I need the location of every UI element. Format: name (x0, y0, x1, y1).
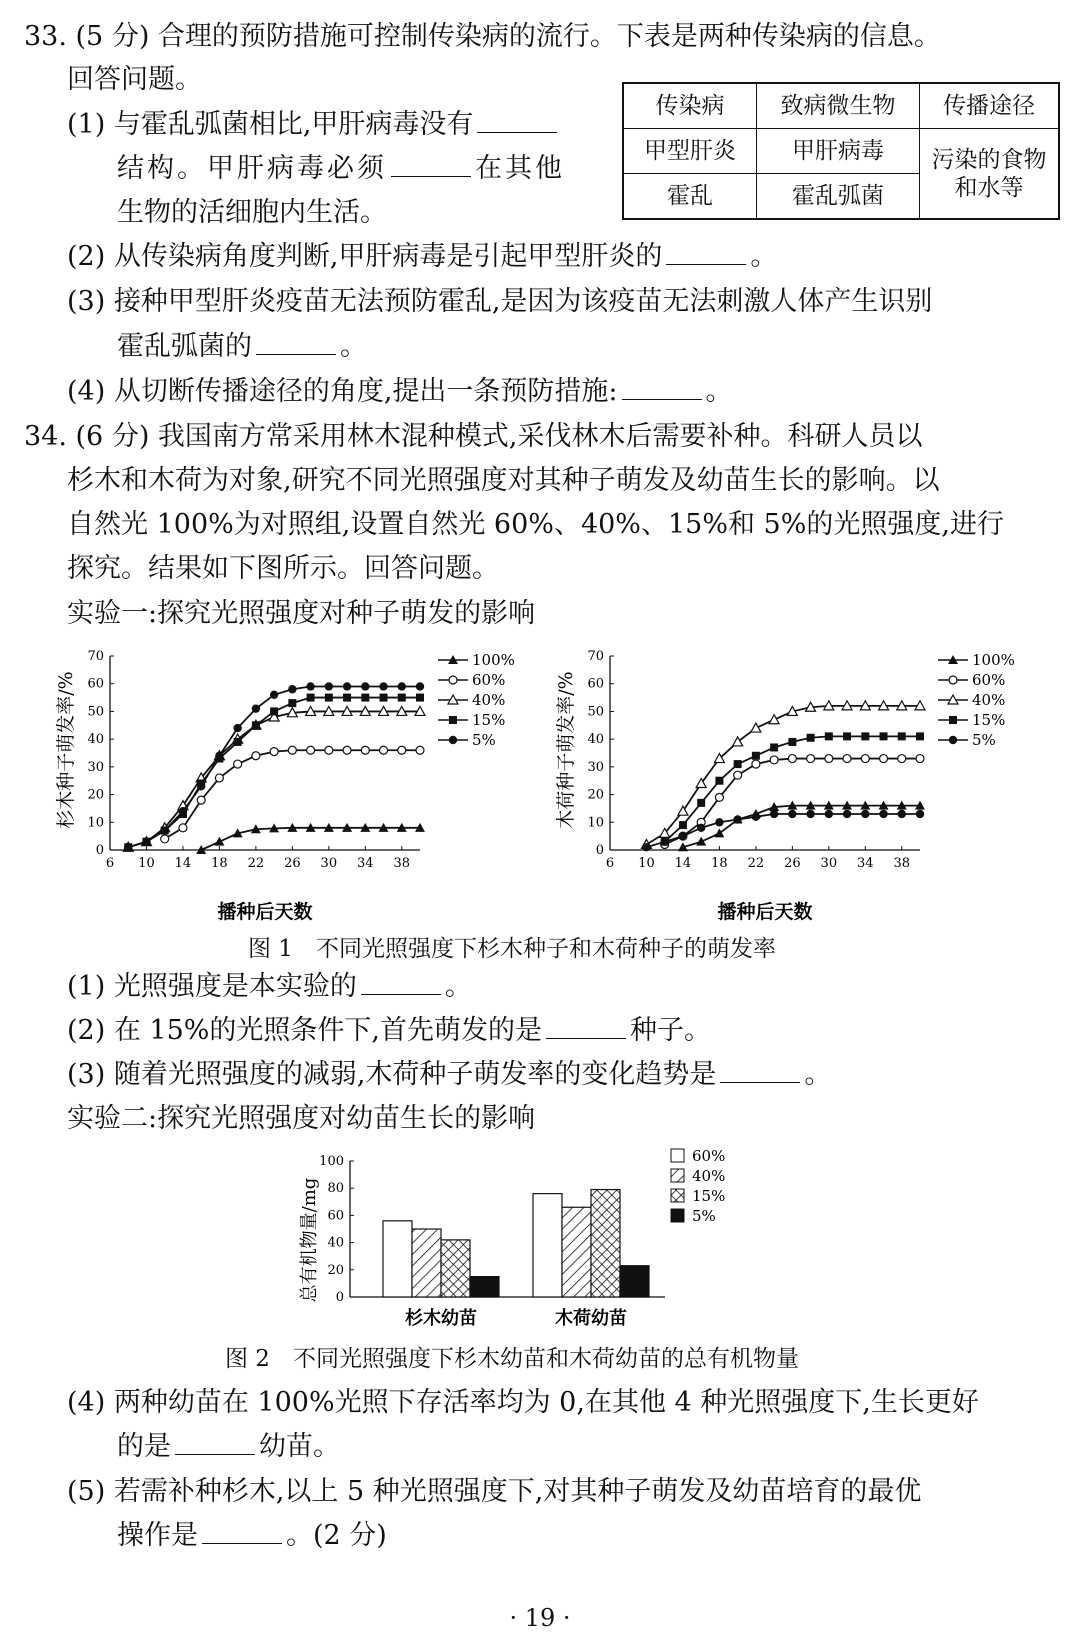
data-point (233, 724, 241, 732)
data-point (825, 732, 833, 740)
data-point (752, 760, 760, 768)
legend-item-60% (671, 1147, 725, 1165)
table-header-disease: 传染病 (623, 83, 756, 129)
y-tick-label: 20 (327, 1262, 344, 1278)
data-point (734, 771, 742, 779)
legend-item-40% (438, 691, 505, 709)
y-tick-label: 20 (87, 787, 104, 803)
data-point (398, 682, 406, 690)
legend-label: 100% (972, 651, 1015, 669)
figure1-caption: 图 1 不同光照强度下杉木种子和木荷种子的萌发率 (248, 936, 776, 962)
category-label: 木荷幼苗 (555, 1308, 627, 1329)
y-tick-label: 50 (87, 704, 104, 720)
data-point (380, 746, 388, 754)
data-point (416, 682, 424, 690)
data-point (379, 682, 387, 690)
answer-blank[interactable] (666, 240, 746, 265)
data-point (715, 793, 723, 801)
answer-blank[interactable] (361, 970, 441, 995)
data-point (288, 699, 296, 707)
data-point (678, 806, 688, 815)
y-tick-label: 40 (327, 1235, 344, 1251)
y-tick-label: 40 (587, 732, 604, 748)
x-tick-label: 26 (284, 856, 301, 871)
category-label: 杉木幼苗 (405, 1308, 477, 1329)
q33-part1-text-b: 结构。甲肝病毒必须 (117, 153, 387, 184)
q34-part5-text-b: 操作是 (117, 1520, 198, 1551)
data-point (343, 746, 351, 754)
data-point (252, 704, 260, 712)
data-point (398, 746, 406, 754)
table-cell-hav: 甲肝病毒 (756, 129, 919, 174)
table-cell-hepatitis: 甲型肝炎 (623, 129, 756, 174)
q33-part1-line3: 生物的活细胞内生活。 (117, 197, 387, 228)
y-tick-label: 60 (587, 676, 604, 692)
q34-part1-text: (1) 光照强度是本实验的 (67, 971, 357, 1002)
data-point (697, 799, 705, 807)
q34-part5-line1: (5) 若需补种杉木,以上 5 种光照强度下,对其种子萌发及幼苗培育的最优 (67, 1476, 922, 1507)
data-point (861, 732, 869, 740)
q33-part3-line1: (3) 接种甲型肝炎疫苗无法预防霍乱,是因为该疫苗无法刺激人体产生识别 (67, 286, 933, 317)
answer-blank[interactable] (477, 108, 557, 133)
bar-40% (562, 1207, 591, 1297)
data-point (234, 738, 242, 746)
x-tick-label: 30 (320, 856, 338, 871)
data-point (679, 832, 687, 840)
q33-part4 (67, 375, 733, 409)
data-point (361, 682, 369, 690)
data-point (214, 837, 224, 846)
data-point (416, 694, 424, 702)
data-point (142, 837, 150, 845)
legend-label: 15% (472, 711, 506, 729)
data-point (179, 807, 187, 815)
q33-part2 (67, 240, 777, 274)
x-tick-label: 14 (674, 856, 692, 871)
data-point (197, 782, 205, 790)
q34-part4-text-c: 幼苗。 (259, 1431, 340, 1462)
q34-part1 (67, 970, 472, 1004)
bar-40% (412, 1229, 441, 1297)
x-tick-label: 10 (138, 856, 155, 871)
q33-part1-text-a: (1) 与霍乱弧菌相比,甲肝病毒没有 (67, 109, 474, 140)
period: 。 (750, 241, 778, 272)
x-tick-label: 34 (857, 856, 874, 871)
data-point (307, 694, 315, 702)
y-axis-label: 总有机物量/mg (299, 1177, 320, 1303)
data-point (361, 694, 369, 702)
x-tick-label: 22 (747, 856, 765, 871)
q34-part3 (67, 1058, 831, 1092)
x-tick-label: 34 (357, 856, 374, 871)
period: 。 (340, 331, 367, 362)
legend-marker (449, 676, 457, 684)
data-point (770, 810, 778, 818)
data-point (752, 752, 760, 760)
data-point (806, 810, 814, 818)
legend-label: 60% (472, 671, 506, 689)
schima-germination-chart (550, 640, 1060, 925)
q33-part4-text: (4) 从切断传播途径的角度,提出一条预防措施: (67, 376, 618, 407)
data-point (861, 755, 869, 763)
x-tick-label: 10 (638, 856, 655, 871)
experiment1-title: 实验一:探究光照强度对种子萌发的影响 (67, 598, 536, 629)
data-point (215, 774, 223, 782)
x-tick-label: 18 (211, 856, 228, 871)
data-point (252, 721, 260, 729)
legend-label: 40% (472, 691, 506, 709)
data-point (751, 723, 761, 732)
x-tick-label: 26 (784, 856, 801, 871)
y-axis-label: 杉木种子萌发率/% (55, 671, 77, 829)
legend-item-40% (938, 691, 1005, 709)
data-point (825, 755, 833, 763)
x-tick-label: 30 (820, 856, 838, 871)
y-tick-label: 0 (595, 843, 604, 858)
y-tick-label: 50 (587, 704, 604, 720)
data-point (161, 835, 169, 843)
q34-part2 (67, 1014, 711, 1048)
answer-blank[interactable] (256, 330, 336, 355)
x-tick-label: 22 (247, 856, 265, 871)
legend-item-40% (671, 1167, 725, 1185)
legend-marker (949, 716, 957, 724)
legend-swatch (671, 1209, 684, 1222)
y-tick-label: 10 (587, 815, 604, 831)
data-point (307, 746, 315, 754)
x-tick-label: 38 (393, 856, 411, 871)
y-tick-label: 70 (587, 649, 604, 664)
y-tick-label: 20 (587, 787, 604, 803)
q34-part5-line2 (117, 1519, 387, 1553)
page-number: · 19 · (509, 1604, 571, 1632)
table-header-pathogen: 致病微生物 (756, 83, 919, 129)
legend-item-60% (438, 671, 505, 689)
data-point (770, 756, 778, 764)
table-cell-route: 污染的食物和水等 (920, 129, 1060, 220)
legend-item-5% (938, 731, 996, 749)
fir-germination-chart (50, 640, 550, 925)
data-point (215, 752, 223, 760)
data-point (734, 760, 742, 768)
data-point (898, 810, 906, 818)
data-point (179, 824, 187, 832)
x-tick-label: 6 (605, 856, 615, 871)
legend-item-15% (671, 1187, 725, 1205)
bar-60% (383, 1221, 412, 1297)
legend-marker (949, 676, 957, 684)
x-axis-label: 播种后天数 (217, 901, 313, 923)
legend-label: 40% (692, 1167, 726, 1185)
legend-label: 40% (972, 691, 1006, 709)
data-point (270, 748, 278, 756)
series-100% (678, 801, 925, 852)
data-point (861, 810, 869, 818)
data-point (769, 715, 779, 724)
legend-label: 100% (472, 651, 515, 669)
data-point (306, 682, 314, 690)
y-tick-label: 60 (87, 676, 104, 692)
q34-stem-line1: 34. (6 分) 我国南方常采用林木混种模式,采伐林木后需要补种。科研人员以 (24, 421, 923, 452)
y-tick-label: 60 (327, 1208, 344, 1224)
data-point (752, 813, 760, 821)
bar-5% (470, 1277, 499, 1297)
data-point (343, 694, 351, 702)
data-point (843, 810, 851, 818)
legend-label: 5% (972, 731, 996, 749)
data-point (161, 826, 169, 834)
data-point (788, 755, 796, 763)
y-tick-label: 30 (87, 759, 104, 775)
legend-swatch (671, 1169, 684, 1182)
data-point (234, 760, 242, 768)
y-tick-label: 100 (319, 1154, 344, 1169)
legend-item-5% (671, 1207, 716, 1225)
x-tick-label: 6 (105, 856, 115, 871)
data-point (880, 755, 888, 763)
legend-label: 60% (972, 671, 1006, 689)
series-100% (196, 823, 425, 854)
table-header-route: 传播途径 (920, 83, 1060, 129)
q34-stem-line2: 杉木和木荷为对象,研究不同光照强度对其种子萌发及幼苗生长的影响。以 (67, 465, 940, 496)
answer-blank[interactable] (720, 1058, 800, 1083)
data-point (361, 746, 369, 754)
answer-blank[interactable] (391, 152, 471, 177)
q33-stem-line2: 回答问题。 (67, 64, 202, 95)
y-tick-label: 70 (87, 649, 104, 664)
q33-part1-line1 (67, 108, 561, 142)
answer-blank[interactable] (175, 1430, 255, 1455)
organic-matter-bar-chart (295, 1145, 795, 1345)
y-tick-label: 30 (587, 759, 604, 775)
legend-marker (949, 736, 957, 744)
data-point (807, 755, 815, 763)
q33-part1-text-c: 在其他 (475, 153, 565, 184)
legend-label: 5% (472, 731, 496, 749)
data-point (325, 746, 333, 754)
data-point (916, 810, 924, 818)
q34-part2-text-a: (2) 在 15%的光照条件下,首先萌发的是 (67, 1015, 543, 1046)
bar-15% (591, 1190, 620, 1297)
period: 。 (804, 1059, 832, 1090)
data-point (843, 755, 851, 763)
x-tick-label: 18 (711, 856, 728, 871)
data-point (325, 694, 333, 702)
data-point (825, 810, 833, 818)
data-point (733, 815, 741, 823)
data-point (288, 685, 296, 693)
q34-part5-text-c: 。(2 分) (286, 1520, 387, 1551)
data-point (715, 818, 723, 826)
data-point (880, 732, 888, 740)
q34-part4-line1: (4) 两种幼苗在 100%光照下存活率均为 0,在其他 4 种光照强度下,生长更好 (67, 1387, 979, 1418)
q34-part3-text: (3) 随着光照强度的减弱,木荷种子萌发率的变化趋势是 (67, 1059, 717, 1090)
x-axis-label: 播种后天数 (717, 901, 813, 923)
data-point (679, 821, 687, 829)
period: 。 (444, 971, 472, 1002)
data-point (916, 732, 924, 740)
q34-part2-text-b: 种子。 (630, 1015, 712, 1046)
q34-part4-line2 (117, 1430, 340, 1464)
data-point (715, 777, 723, 785)
y-tick-label: 10 (87, 815, 104, 831)
legend-item-60% (938, 671, 1005, 689)
q34-stem-line3: 自然光 100%为对照组,设置自然光 60%、40%、15%和 5%的光照强度,进行 (67, 509, 1004, 540)
x-tick-label: 38 (893, 856, 911, 871)
table-cell-cholera: 霍乱 (623, 174, 756, 220)
legend-swatch (671, 1189, 684, 1202)
data-point (197, 796, 205, 804)
data-point (398, 694, 406, 702)
disease-info-table (622, 82, 1060, 220)
legend-label: 15% (972, 711, 1006, 729)
table-cell-vibrio: 霍乱弧菌 (756, 174, 919, 220)
q34-part4-text-b: 的是 (117, 1431, 171, 1462)
q33-stem-line1: 33. (5 分) 合理的预防措施可控制传染病的流行。下表是两种传染病的信息。 (24, 21, 941, 52)
data-point (270, 691, 278, 699)
data-point (696, 837, 706, 846)
y-tick-label: 0 (95, 843, 104, 858)
q33-part3-text: 霍乱弧菌的 (117, 331, 252, 362)
q33-part3-line2 (117, 330, 367, 364)
answer-blank[interactable] (622, 375, 702, 400)
data-point (697, 824, 705, 832)
data-point (788, 738, 796, 746)
period: 。 (705, 376, 733, 407)
legend-item-100% (938, 651, 1015, 669)
legend-marker (449, 736, 457, 744)
legend-item-15% (938, 711, 1005, 729)
data-point (788, 810, 796, 818)
data-point (124, 843, 132, 851)
data-point (642, 843, 650, 851)
data-point (843, 732, 851, 740)
data-point (288, 746, 296, 754)
data-point (270, 707, 278, 715)
q33-part2-text: (2) 从传染病角度判断,甲肝病毒是引起甲型肝炎的 (67, 241, 663, 272)
y-tick-label: 40 (87, 732, 104, 748)
q34-stem-line4: 探究。结果如下图所示。回答问题。 (67, 553, 499, 584)
answer-blank[interactable] (202, 1519, 282, 1544)
legend-swatch (671, 1149, 684, 1162)
experiment2-title: 实验二:探究光照强度对幼苗生长的影响 (67, 1103, 536, 1134)
legend-label: 60% (692, 1147, 726, 1165)
answer-blank[interactable] (546, 1014, 626, 1039)
q33-part1-line2 (117, 152, 565, 186)
data-point (416, 746, 424, 754)
data-point (898, 755, 906, 763)
legend-label: 15% (692, 1187, 726, 1205)
figure2-caption: 图 2 不同光照强度下杉木幼苗和木荷幼苗的总有机物量 (225, 1346, 799, 1372)
y-tick-label: 80 (327, 1181, 344, 1197)
data-point (661, 837, 669, 845)
data-point (380, 694, 388, 702)
legend-marker (449, 716, 457, 724)
data-point (252, 752, 260, 760)
legend-label: 5% (692, 1207, 716, 1225)
y-tick-label: 0 (335, 1290, 344, 1305)
bar-5% (620, 1266, 649, 1297)
x-tick-label: 14 (174, 856, 192, 871)
data-point (770, 743, 778, 751)
legend-item-15% (438, 711, 505, 729)
data-point (343, 682, 351, 690)
data-point (898, 732, 906, 740)
data-point (916, 755, 924, 763)
data-point (325, 682, 333, 690)
y-axis-label: 木荷种子萌发率/% (555, 671, 577, 829)
bar-15% (441, 1240, 470, 1297)
data-point (879, 810, 887, 818)
series-line (646, 706, 920, 845)
legend-item-100% (438, 651, 515, 669)
bar-60% (533, 1194, 562, 1297)
legend-item-5% (438, 731, 496, 749)
data-point (807, 734, 815, 742)
